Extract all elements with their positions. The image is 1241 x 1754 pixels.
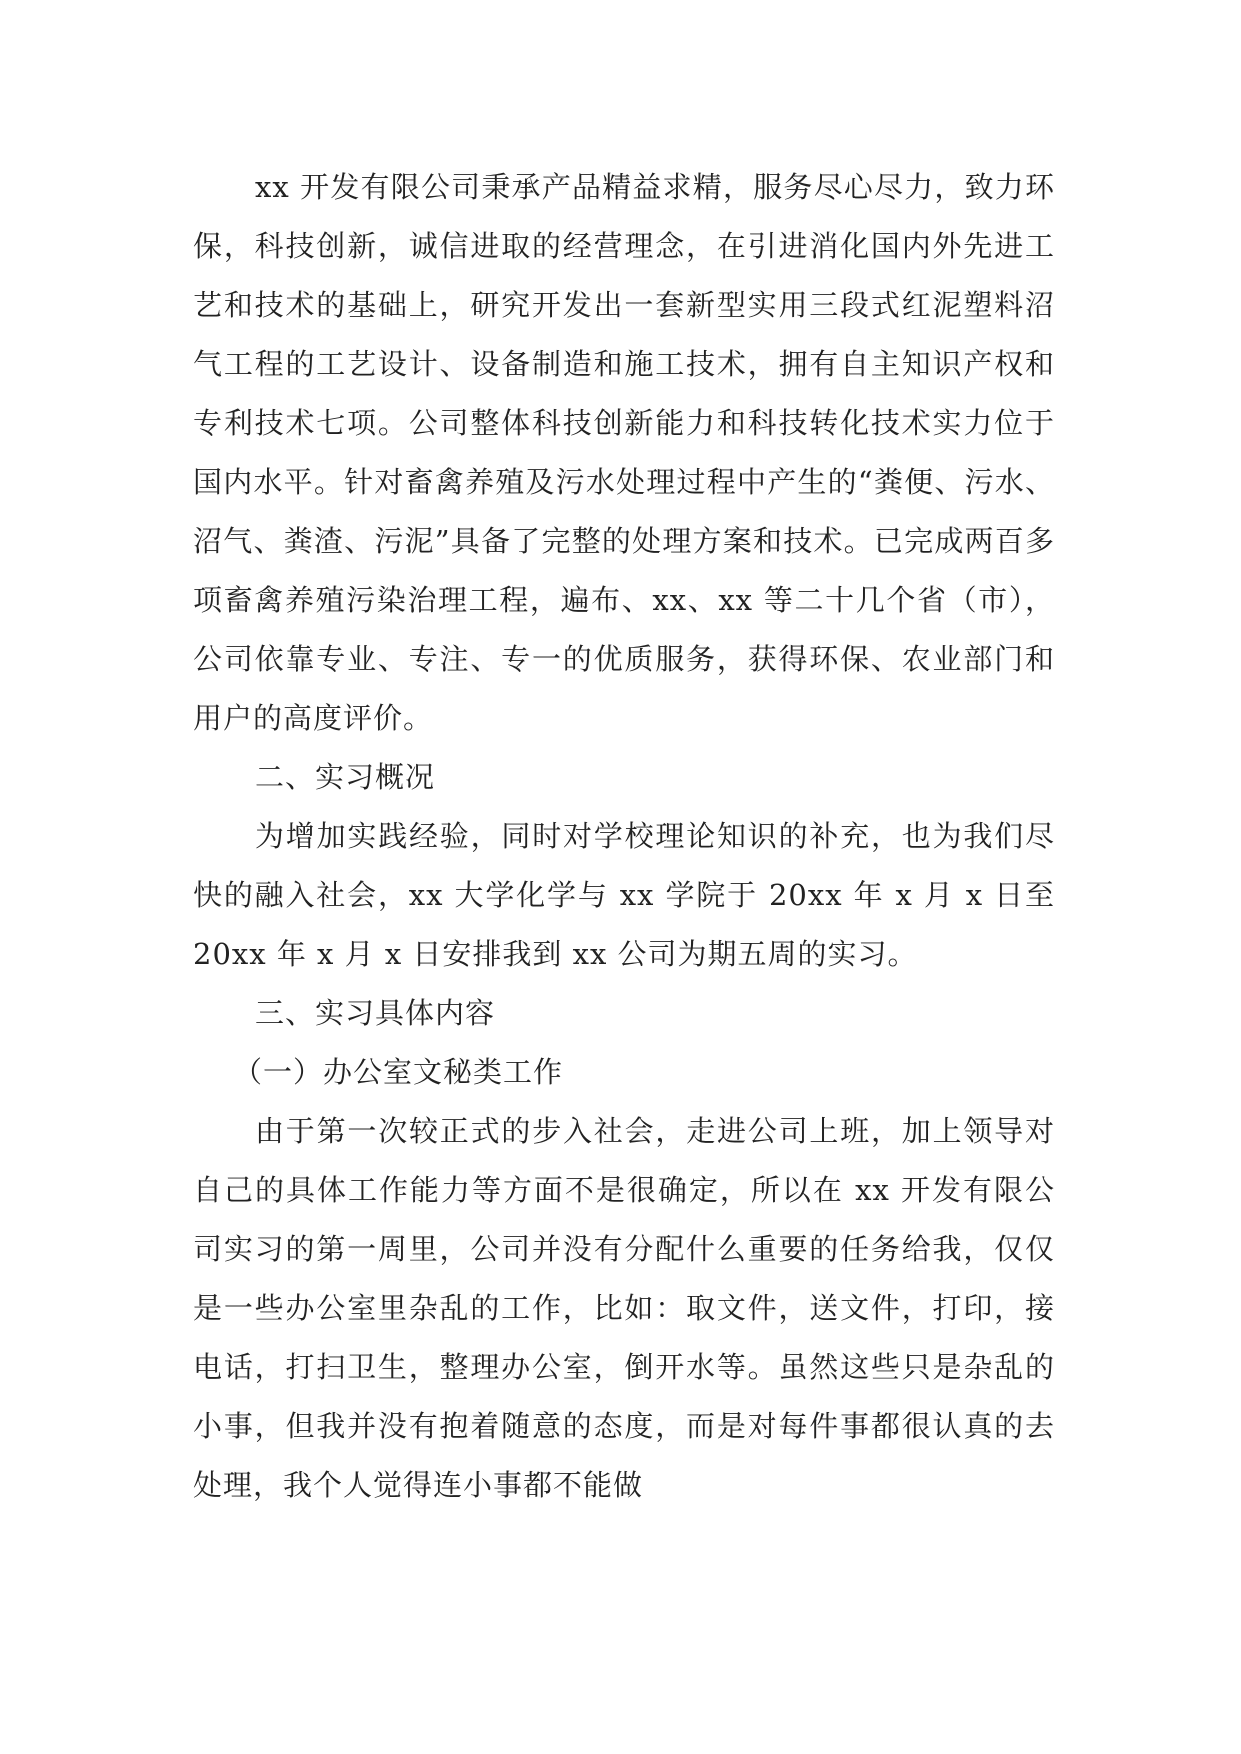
company-intro-paragraph: xx 开发有限公司秉承产品精益求精，服务尽心尽力，致力环保，科技创新，诚信进取的经营理念，在引进消化国内外先进工艺和技术的基础上，研究开发出一套新型实用三段式红泥塑料沼气工程的工艺设计、设备制造和施工技术，拥有自主知识产权和专利技术七项。公司整体科技创新能力和科技转化技术实力位于国内水平。针对畜禽养殖及污水处理过程中产生的“粪便、污水、沼气、粪渣、污泥”具备了完整的处理方案和技术。已完成两百多项畜禽养殖污染治理工程，遍布、xx、xx 等二十几个省（市），公司依靠专业、专注、专一的优质服务，获得环保、农业部门和用户的高度评价。: [193, 170, 1055, 735]
subsection-heading-office-work: （一）办公室文秘类工作: [233, 1055, 564, 1089]
document-body: [193, 158, 1055, 1515]
section-heading-internship-content: 三、实习具体内容: [255, 996, 496, 1030]
internship-overview-paragraph: 为增加实践经验，同时对学校理论知识的补充，也为我们尽快的融入社会，xx 大学化学与 xx 学院于 20xx 年 x 月 x 日至 20xx 年 x 月 x 日安排我到 xx 公司为期五周的实习。: [193, 819, 1055, 971]
office-work-paragraph: 由于第一次较正式的步入社会，走进公司上班，加上领导对自己的具体工作能力等方面不是很确定，所以在 xx 开发有限公司实习的第一周里，公司并没有分配什么重要的任务给我，仅仅是一些办公室里杂乱的工作，比如：取文件，送文件，打印，接电话，打扫卫生，整理办公室，倒开水等。虽然这些只是杂乱的小事，但我并没有抱着随意的态度，而是对每件事都很认真的去处理，我个人觉得连小事都不能做: [193, 1114, 1055, 1502]
section-heading-internship-overview: 二、实习概况: [255, 760, 436, 794]
